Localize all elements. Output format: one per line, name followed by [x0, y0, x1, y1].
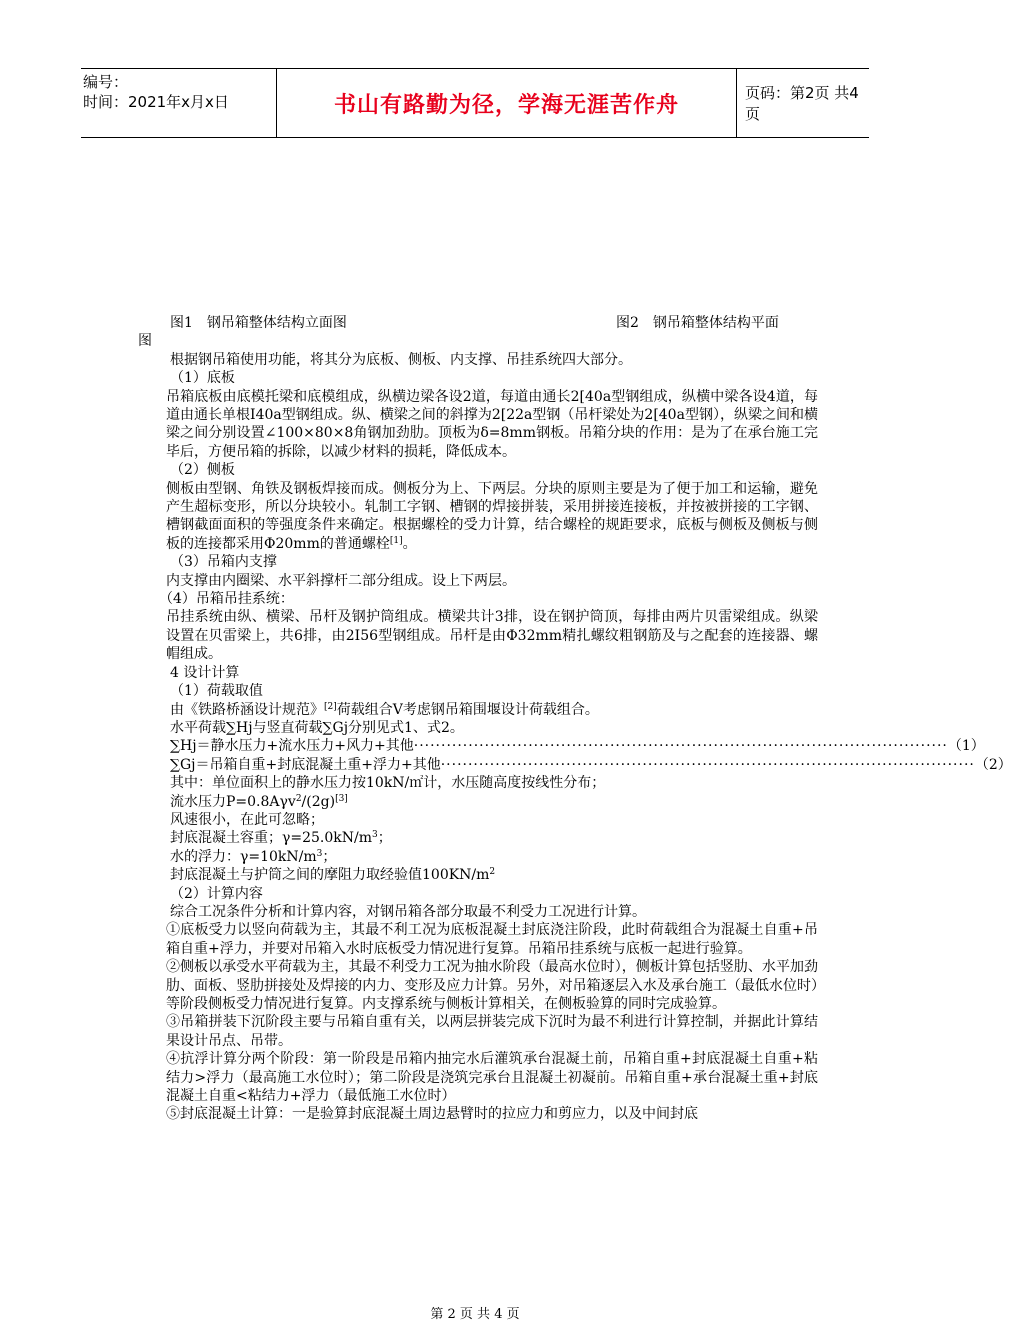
header-motto: 书山有路勤为径，学海无涯苦作舟: [277, 69, 737, 137]
load-values-title: （1）荷载取值: [170, 683, 263, 700]
calc-item-3: ③吊箱拼装下沉阶段主要与吊箱自重有关，以两层拼装完成下沉时为最不利进行计算控制，并据此计算结果设计吊点、吊带。: [166, 1014, 818, 1049]
section-inner-support-text: 内支撑由内圈梁、水平斜撑杆二部分组成。设上下两层。: [166, 572, 516, 589]
friction-value-sup: 2: [489, 867, 496, 878]
reference-3: [3]: [335, 793, 348, 804]
equation-2-leader: ··································································································: [440, 756, 975, 773]
equation-1-text: ∑Hj＝静水压力+流水压力+风力+其他: [170, 738, 414, 755]
header-meta: [81, 69, 277, 137]
equation-1-number: （1）: [947, 738, 985, 755]
equation-2-text: ∑Gj＝吊箱自重+封底混凝土重+浮力+其他: [170, 756, 441, 773]
concrete-density-b: ；: [377, 830, 392, 847]
equation-1: [138, 737, 985, 755]
water-buoyancy-a: 水的浮力：γ=10kN/m: [170, 848, 317, 865]
wind-note: 风速很小，在此可忽略；: [170, 811, 324, 828]
water-buoyancy: [138, 848, 818, 866]
reference-1: [1]: [389, 535, 403, 546]
intro-paragraph: 根据钢吊箱使用功能，将其分为底板、侧板、内支撑、吊挂系统四大部分。: [170, 351, 632, 368]
load-code-line: [138, 701, 818, 719]
doc-time-label: 时间：2021年x月x日: [83, 93, 229, 111]
figure-1-caption: 图1 钢吊箱整体结构立面图: [170, 315, 347, 331]
design-calc-title: 4 设计计算: [170, 664, 240, 681]
equation-2-number: （2）: [974, 756, 1012, 773]
friction-value: [138, 866, 818, 884]
page-footer: 第 2 页 共 4 页: [430, 1307, 520, 1322]
load-code-text-a: 由《铁路桥涵设计规范》: [170, 701, 324, 718]
page-header: [81, 68, 869, 138]
calc-item-4: ④抗浮计算分两个阶段：第一阶段是吊箱内抽完水后灌筑承台混凝土前，吊箱自重+封底混凝土自重+粘结力>浮力（最高施工水位时）；第二阶段是浇筑完承台且混凝土初凝前。吊箱自重+承台混凝土重+封底混凝土自重<粘结力+浮力（最低施工水位时）: [166, 1051, 818, 1105]
section-hanging-system-title: （4）吊箱吊挂系统：: [159, 591, 294, 608]
static-pressure-note: 其中：单位面积上的静水压力按10kN/㎡计，水压随高度按线性分布；: [170, 775, 606, 792]
flow-pressure-formula: [138, 793, 818, 811]
figure-captions: [138, 314, 818, 332]
side-plate-text-end: 。: [402, 535, 417, 552]
header-page-info: 页码：第2页 共4页: [745, 84, 859, 123]
concrete-density-a: 封底混凝土容重；γ=25.0kN/m: [170, 830, 372, 847]
section-side-plate-title: （2）侧板: [170, 462, 235, 479]
section-side-plate-text: [138, 480, 818, 554]
section-inner-support-title: （3）吊箱内支撑: [170, 554, 277, 571]
water-buoyancy-b: ；: [322, 848, 337, 865]
calc-item-5: ⑤封底混凝土计算：一是验算封底混凝土周边悬臂时的拉应力和剪应力，以及中间封底: [166, 1106, 698, 1123]
figure-2-caption: 图2 钢吊箱整体结构平面: [616, 315, 779, 331]
flow-pressure-sup: 2: [295, 793, 302, 804]
concrete-density: [138, 829, 818, 847]
friction-value-a: 封底混凝土与护筒之间的摩阻力取经验值100KN/m: [170, 867, 490, 884]
reference-2: [2]: [324, 701, 337, 712]
section-bottom-plate-title: （1）底板: [170, 370, 235, 387]
flow-pressure-b: /(2g): [301, 793, 336, 810]
load-formula-intro: 水平荷载∑Hj与竖直荷载∑Gj分别见式1、式2。: [170, 719, 464, 736]
calc-item-1: ①底板受力以竖向荷载为主，其最不利工况为底板混凝土封底浇注阶段，此时荷载组合为混凝土自重+吊箱自重+浮力，并要对吊箱入水时底板受力情况进行复算。吊箱吊挂系统与底板一起进行验算。: [166, 922, 818, 957]
flow-pressure-a: 流水压力P=0.8Aγv: [170, 793, 296, 810]
equation-1-leader: ··································································································: [413, 738, 948, 755]
load-code-text-b: 荷载组合Ⅴ考虑钢吊箱围堰设计荷载组合。: [336, 701, 599, 718]
section-bottom-plate-text: 吊箱底板由底模托梁和底模组成，纵横边梁各设2道，每道由通长2[40a型钢组成，纵横中梁各设4道，每道由通长单根I40a型钢组成。纵、横梁之间的斜撑为2[22a型钢（吊杆梁处为2[40a型钢），纵梁之间和横梁之间分别设置∠100×80×8角钢加劲肋。顶板为δ=8mm钢板。吊箱分块的作用：是为了在承台施工完毕后，方便吊箱的拆除，以减少材料的损耗，降低成本。: [166, 388, 818, 460]
water-buoyancy-sup: 3: [316, 848, 323, 859]
doc-number-label: 编号：: [83, 73, 129, 91]
side-plate-text-main: 侧板由型钢、角铁及钢板焊接而成。侧板分为上、下两层。分块的原则主要是为了便于加工和运输，避免产生超标变形，所以分块较小。轧制工字钢、槽钢的焊接拼装，采用拼接连接板，并按被拼接的工字钢、槽钢截面面积的等强度条件来确定。根据螺栓的受力计算，结合螺栓的规距要求，底板与侧板及侧板与侧板的连接都采用Φ20mm的普通螺栓: [166, 480, 818, 552]
equation-2: [138, 756, 1012, 774]
concrete-density-sup: 3: [372, 830, 378, 841]
section-hanging-system-text: 吊挂系统由纵、横梁、吊杆及钢护筒组成。横梁共计3排，设在钢护筒顶，每排由两片贝雷梁组成。纵梁设置在贝雷梁上，共6排，由2I56型钢组成。吊杆是由Φ32mm精扎螺纹粗钢筋及与之配套的连接器、螺帽组成。: [166, 609, 818, 663]
document-body: [138, 314, 1012, 1124]
calc-item-2: ②侧板以承受水平荷载为主，其最不利受力工况为抽水阶段（最高水位时），侧板计算包括竖肋、水平加劲肋、面板、竖肋拼接处及焊接的内力、变形及应力计算。另外，对吊箱逐层入水及承台施工（最低水位时）等阶段侧板受力情况进行复算。内支撑系统与侧板计算相关，在侧板验算的同时完成验算。: [166, 959, 818, 1013]
calc-content-title: （2）计算内容: [170, 885, 263, 902]
figure-2-caption-cont: 图: [138, 333, 152, 350]
calc-content-intro: 综合工况条件分析和计算内容，对钢吊箱各部分取最不利受力工况进行计算。: [170, 903, 646, 920]
